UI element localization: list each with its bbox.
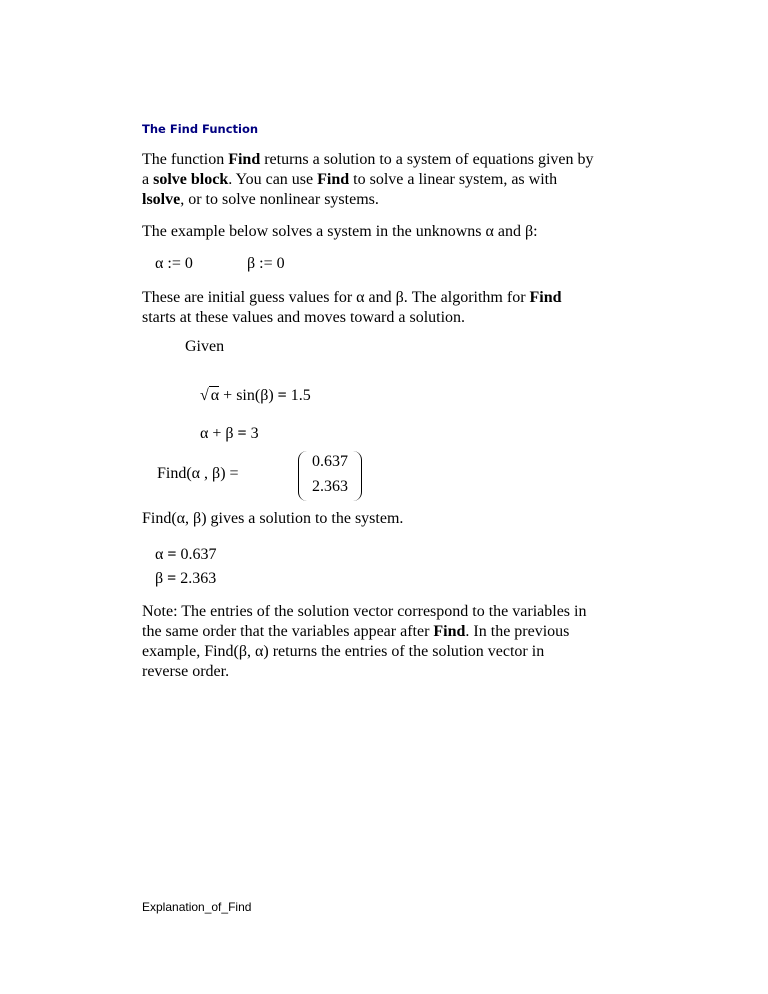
given-keyword: Given [185,338,225,355]
text: starts at these values and moves toward a solution. [142,309,466,326]
alpha-definition: α := 0 [155,255,193,272]
vector-entry: 2.363 [312,478,348,495]
bold-equals: = [237,425,247,442]
text: example, Find(β, α) returns the entries of the solution vector in [142,643,545,660]
find-call: Find(α , β) = [157,465,239,482]
text: The function [142,151,229,168]
text: + sin(β) [219,387,278,404]
sqrt-argument: α [210,387,220,404]
text: α [155,546,168,563]
bold-equals: = [167,570,177,587]
sqrt-symbol: √ [200,387,209,404]
text: 1.5 [286,387,311,404]
beta-definition: β := 0 [247,255,285,272]
text: Note: The entries of the solution vector correspond to the variables in [142,603,587,620]
text: 0.637 [176,546,217,563]
bold-equals: = [277,387,287,404]
text: to solve a linear system, as with [349,171,558,188]
keyword-find: Find [433,623,466,640]
keyword-solve-block: solve block [153,171,229,188]
guess-paragraph [142,288,562,328]
text: the same order that the variables appear after [142,623,434,640]
text: . In the previous [465,623,570,640]
keyword-find: Find [317,171,350,188]
text: 2.363 [176,570,217,587]
note-paragraph [142,602,586,682]
right-paren [353,451,362,501]
equation-2 [200,425,259,443]
bold-equals: = [167,546,177,563]
page-footer: Explanation_of_Find [142,900,252,914]
equation-1 [200,386,311,405]
beta-result [155,570,216,588]
solution-vector [298,451,362,503]
keyword-find: Find [529,289,562,306]
left-paren [298,451,307,501]
find-note: Find(α, β) gives a solution to the system. [142,510,404,527]
section-title: The Find Function [142,122,259,136]
text: , or to solve nonlinear systems. [180,191,379,208]
alpha-result [155,546,217,564]
keyword-find: Find [228,151,261,168]
intro-paragraph [142,150,594,210]
text: 3 [246,425,259,442]
vector-entry: 0.637 [312,453,348,470]
text: reverse order. [142,663,230,680]
text: These are initial guess values for α and β. The algorithm for [142,289,530,306]
keyword-lsolve: lsolve [142,191,181,208]
text: β [155,570,168,587]
text: returns a solution to a system of equations given by [260,151,594,168]
text: . You can use [228,171,318,188]
text: a [142,171,154,188]
text: α + β [200,425,238,442]
example-line: The example below solves a system in the unknowns α and β: [142,223,538,240]
